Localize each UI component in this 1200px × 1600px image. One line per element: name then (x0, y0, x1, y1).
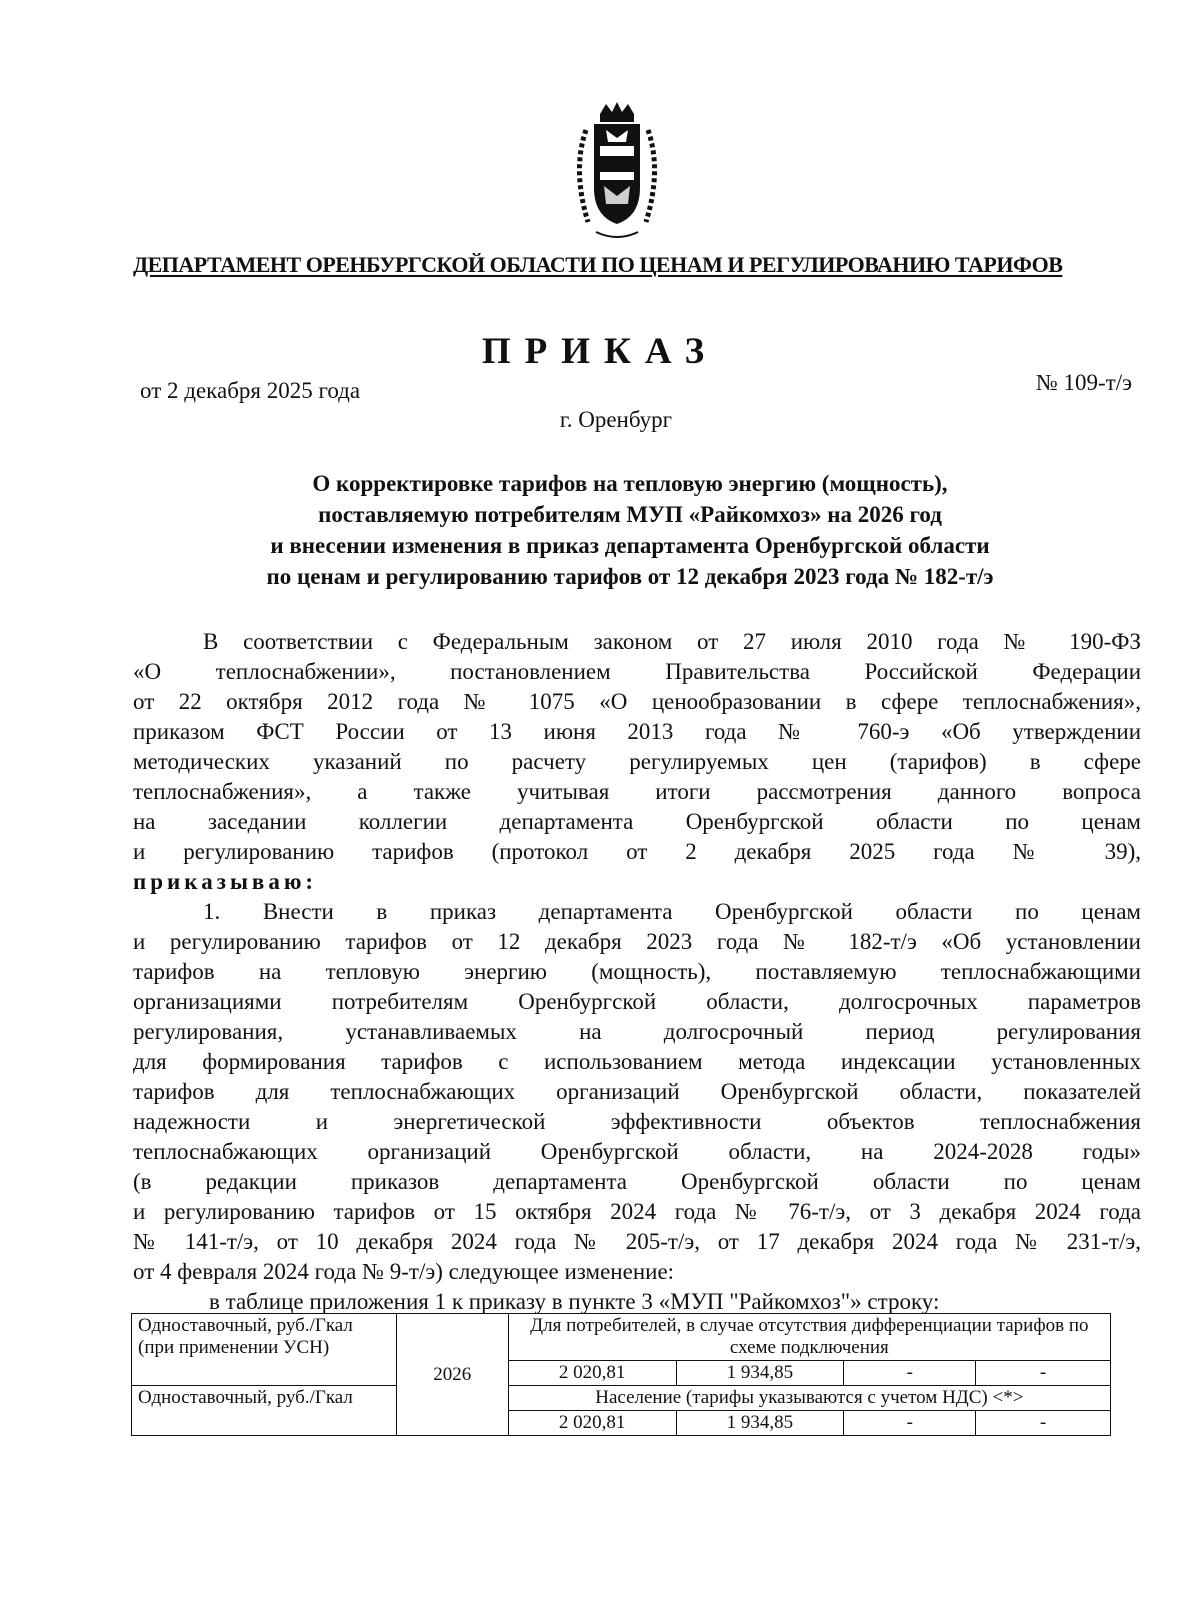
row2-label: Одноставочный, руб./Гкал (132, 1386, 397, 1436)
order-body (133, 627, 1141, 1317)
year-cell: 2026 (396, 1314, 508, 1436)
item1-line: 1. Внести в приказ департамента Оренбургской области по ценам (203, 899, 1141, 924)
value-cell: 2 020,81 (508, 1411, 676, 1436)
title-line: О корректировке тарифов на тепловую энергию (мощность), (312, 471, 948, 496)
title-line: по ценам и регулированию тарифов от 12 декабря 2023 года № 182-т/э (266, 564, 994, 589)
item1-line: и регулированию тарифов от 12 декабря 2023 года № 182-т/э «Об установлении (133, 929, 1141, 954)
table-intro: в таблице приложения 1 к приказу в пункте 3 «МУП "Райкомхоз"» строку: (209, 1289, 940, 1314)
value-cell: 1 934,85 (676, 1411, 844, 1436)
item1-line: тарифов на тепловую энергию (мощность), поставляемую теплоснабжающими (133, 959, 1141, 984)
row1-label: Одноставочный, руб./Гкал (при применении УСН) (132, 1314, 397, 1386)
item1-line: № 141-т/э, от 10 декабря 2024 года № 205-т/э, от 17 декабря 2024 года № 231-т/э, (133, 1229, 1141, 1254)
item1-line: тарифов для теплоснабжающих организаций Оренбургской области, показателей (133, 1079, 1141, 1104)
preamble-line: В соответствии с Федеральным законом от 27 июля 2010 года № 190-ФЗ (203, 629, 1141, 654)
item1-line: регулирования, устанавливаемых на долгосрочный период регулирования (133, 1019, 1141, 1044)
item1-line: теплоснабжающих организаций Оренбургской области, на 2024-2028 годы» (133, 1139, 1141, 1164)
city-name: г. Оренбург (559, 407, 673, 432)
row1-header: Для потребителей, в случае отсутствия дифференциации тарифов по схеме подключения (508, 1314, 1110, 1361)
title-line: и внесении изменения в приказ департамента Оренбургской области (270, 533, 990, 558)
tariff-table (131, 1313, 1111, 1436)
value-cell: - (976, 1361, 1111, 1386)
department-name: ДЕПАРТАМЕНТ ОРЕНБУРГСКОЙ ОБЛАСТИ ПО ЦЕНАМ И РЕГУЛИРОВАНИЮ ТАРИФОВ (133, 252, 1063, 277)
order-word: приказываю: (133, 869, 318, 894)
item1-line: надежности и энергетической эффективности объектов теплоснабжения (133, 1109, 1141, 1134)
table-row (132, 1386, 1111, 1411)
table-row (132, 1314, 1111, 1361)
item1-line: для формирования тарифов с использованием метода индексации установленных (133, 1049, 1141, 1074)
order-date: от 2 декабря 2025 года (140, 378, 361, 403)
value-cell: - (844, 1411, 976, 1436)
document-type-heading: ПРИКАЗ (481, 331, 719, 372)
preamble-line: методических указаний по расчету регулируемых цен (тарифов) в сфере (133, 749, 1141, 774)
item1-line: организациями потребителям Оренбургской области, долгосрочных параметров (133, 989, 1141, 1014)
row2-header: Население (тарифы указываются с учетом НДС) <*> (508, 1386, 1110, 1411)
value-cell: - (844, 1361, 976, 1386)
preamble-line: на заседании коллегии департамента Оренбургской области по ценам (133, 809, 1141, 834)
order-title (140, 468, 1120, 592)
value-cell: 2 020,81 (508, 1361, 676, 1386)
value-cell: - (976, 1411, 1111, 1436)
preamble-line: приказом ФСТ России от 13 июня 2013 года № 760-э «Об утверждении (133, 719, 1141, 744)
preamble-line: теплоснабжения», а также учитывая итоги рассмотрения данного вопроса (133, 779, 1141, 804)
title-line: поставляемую потребителям МУП «Райкомхоз» на 2026 год (318, 502, 942, 527)
value-cell: 1 934,85 (676, 1361, 844, 1386)
order-number: № 109-т/э (1035, 370, 1132, 395)
item1-line: и регулированию тарифов от 15 октября 2024 года № 76-т/э, от 3 декабря 2024 года (133, 1199, 1141, 1224)
preamble-line: от 22 октября 2012 года № 1075 «О ценообразовании в сфере теплоснабжения», (133, 689, 1141, 714)
coat-of-arms-emblem (566, 100, 668, 242)
item1-line: (в редакции приказов департамента Оренбургской области по ценам (133, 1169, 1141, 1194)
item1-line: от 4 февраля 2024 года № 9-т/э) следующее изменение: (133, 1259, 675, 1284)
preamble-line: и регулированию тарифов (протокол от 2 декабря 2025 года № 39), (133, 839, 1141, 864)
preamble-line: «О теплоснабжении», постановлением Правительства Российской Федерации (133, 659, 1141, 684)
